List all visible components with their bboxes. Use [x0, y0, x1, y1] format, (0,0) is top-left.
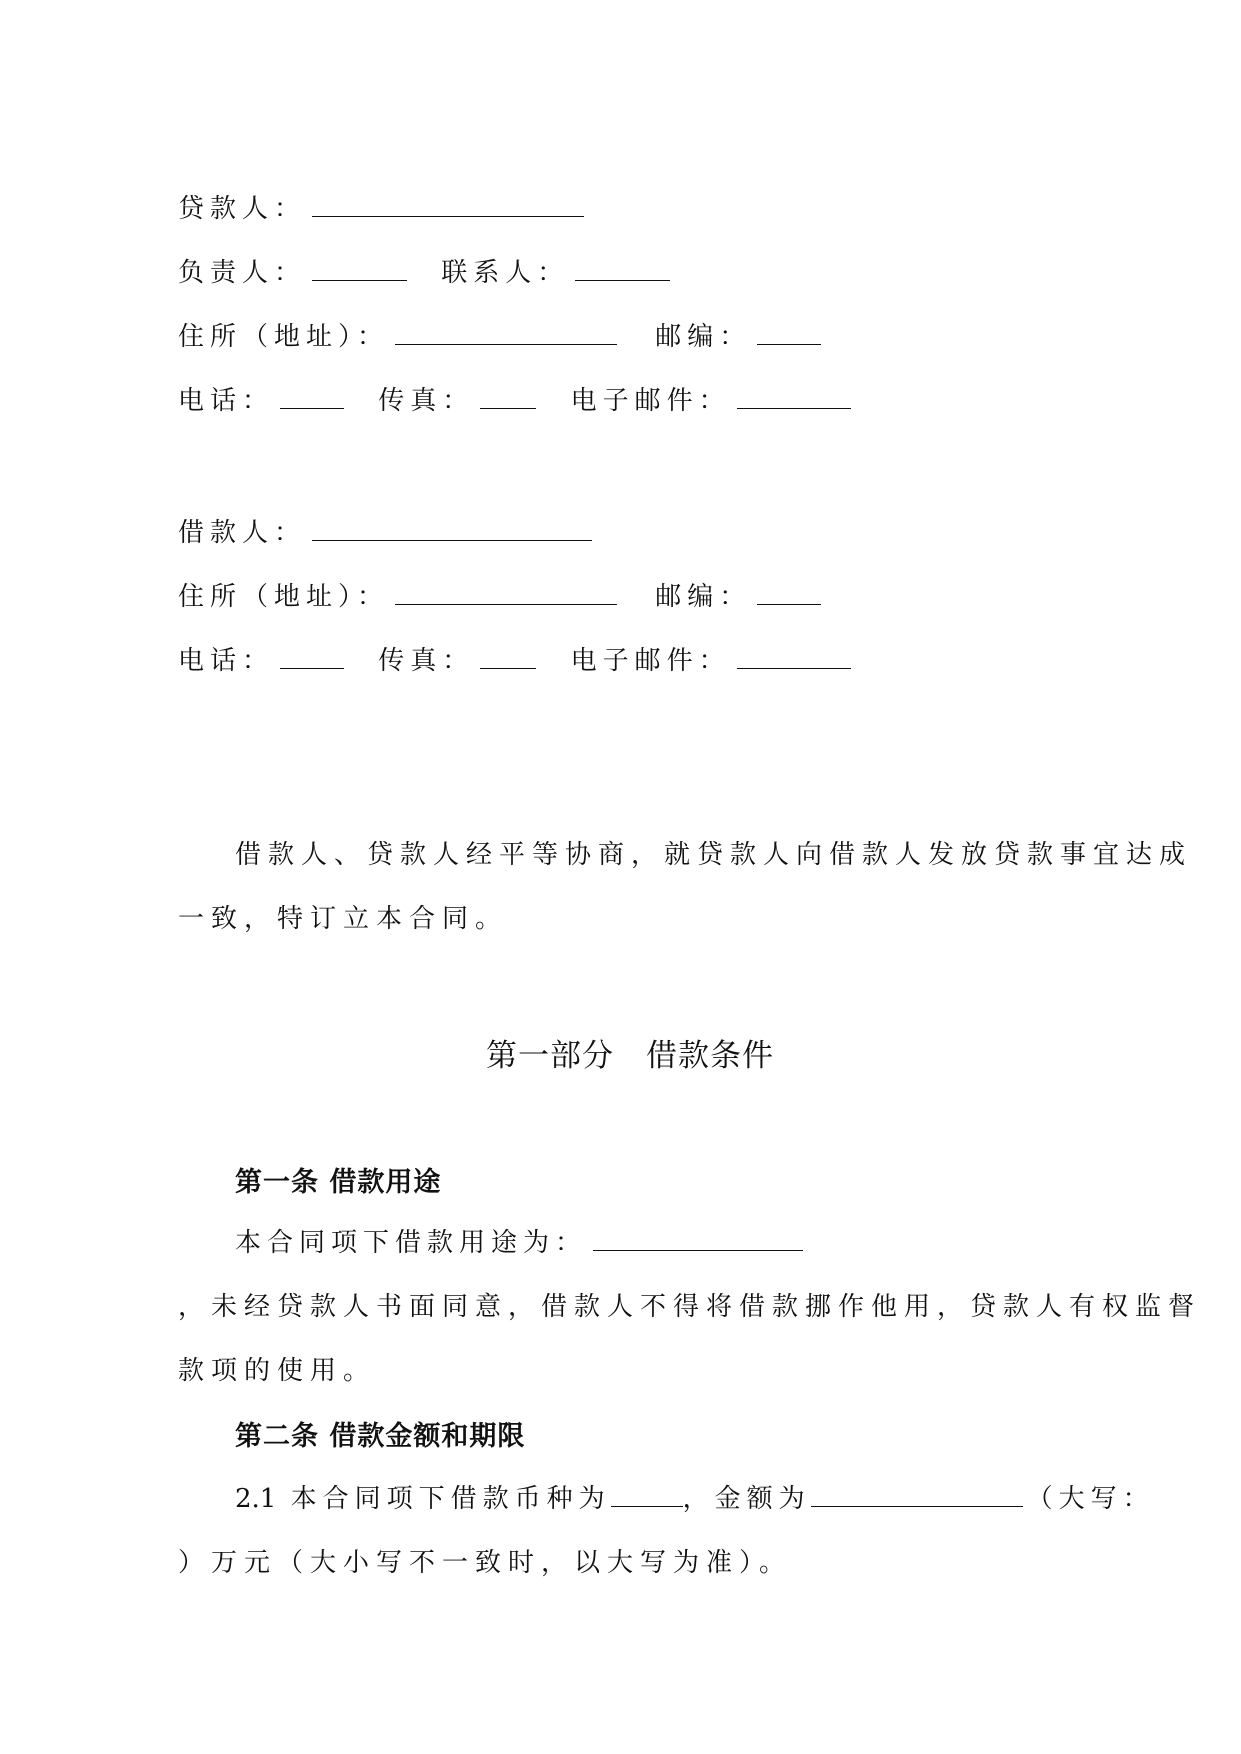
lender-manager-row [178, 252, 670, 288]
purpose-blank[interactable] [593, 1222, 803, 1251]
clause-2-1-line-2: ）万元（大小写不一致时，以大写为准）。 [178, 1548, 793, 1578]
lender-name-blank[interactable] [312, 188, 584, 217]
lender-phone-label: 电话： [178, 386, 275, 416]
lender-email-blank[interactable] [737, 380, 851, 409]
borrower-postcode-label: 邮编： [655, 582, 752, 612]
borrower-name-blank[interactable] [312, 512, 592, 541]
purpose-label: 本合同项下借款用途为： [235, 1228, 588, 1258]
manager-blank[interactable] [312, 252, 407, 281]
lender-postcode-blank[interactable] [757, 316, 821, 345]
lender-address-row [178, 316, 821, 352]
borrower-label: 借款人： [178, 518, 307, 548]
article-1-line-3: 款项的使用。 [178, 1356, 377, 1386]
article-1-line-2: ，未经贷款人书面同意，借款人不得将借款挪作他用，贷款人有权监督 [178, 1292, 1202, 1322]
borrower-address-row [178, 576, 821, 612]
borrower-email-blank[interactable] [737, 640, 851, 669]
contact-label: 联系人： [441, 258, 570, 288]
article-2-title: 第二条 借款金额和期限 [235, 1421, 526, 1452]
amount-label: ，金额为 [682, 1484, 811, 1514]
article-1-purpose-row [235, 1222, 803, 1258]
borrower-address-blank[interactable] [395, 576, 617, 605]
clause-2-1-row [235, 1478, 1155, 1514]
lender-fax-blank[interactable] [480, 380, 536, 409]
currency-label: 本合同项下借款币种为 [290, 1484, 611, 1514]
clause-number: 2.1 [235, 1484, 277, 1514]
borrower-address-label: 住所（地址）： [178, 582, 390, 612]
lender-postcode-label: 邮编： [655, 322, 752, 352]
borrower-phone-label: 电话： [178, 646, 275, 676]
preamble-line-2: 一致，特订立本合同。 [178, 904, 509, 934]
lender-name-row [178, 188, 584, 224]
borrower-postcode-blank[interactable] [757, 576, 821, 605]
borrower-name-row [178, 512, 592, 548]
borrower-contact-info-row [178, 640, 851, 676]
currency-blank[interactable] [611, 1478, 683, 1507]
borrower-fax-label: 传真： [378, 646, 475, 676]
lender-label: 贷款人： [178, 194, 307, 224]
preamble-line-1: 借款人、贷款人经平等协商，就贷款人向借款人发放贷款事宜达成 [235, 840, 1193, 870]
uppercase-label: （大写： [1026, 1484, 1155, 1514]
manager-label: 负责人： [178, 258, 307, 288]
borrower-email-label: 电子邮件： [570, 646, 731, 676]
borrower-phone-blank[interactable] [280, 640, 344, 669]
article-1-title: 第一条 借款用途 [235, 1167, 442, 1198]
part-1-title: 第一部分 借款条件 [486, 1038, 774, 1074]
amount-blank[interactable] [811, 1478, 1023, 1507]
lender-email-label: 电子邮件： [570, 386, 731, 416]
borrower-fax-blank[interactable] [480, 640, 536, 669]
lender-address-label: 住所（地址）： [178, 322, 390, 352]
lender-address-blank[interactable] [395, 316, 617, 345]
contact-blank[interactable] [575, 252, 670, 281]
lender-contact-info-row [178, 380, 851, 416]
lender-phone-blank[interactable] [280, 380, 344, 409]
lender-fax-label: 传真： [378, 386, 475, 416]
